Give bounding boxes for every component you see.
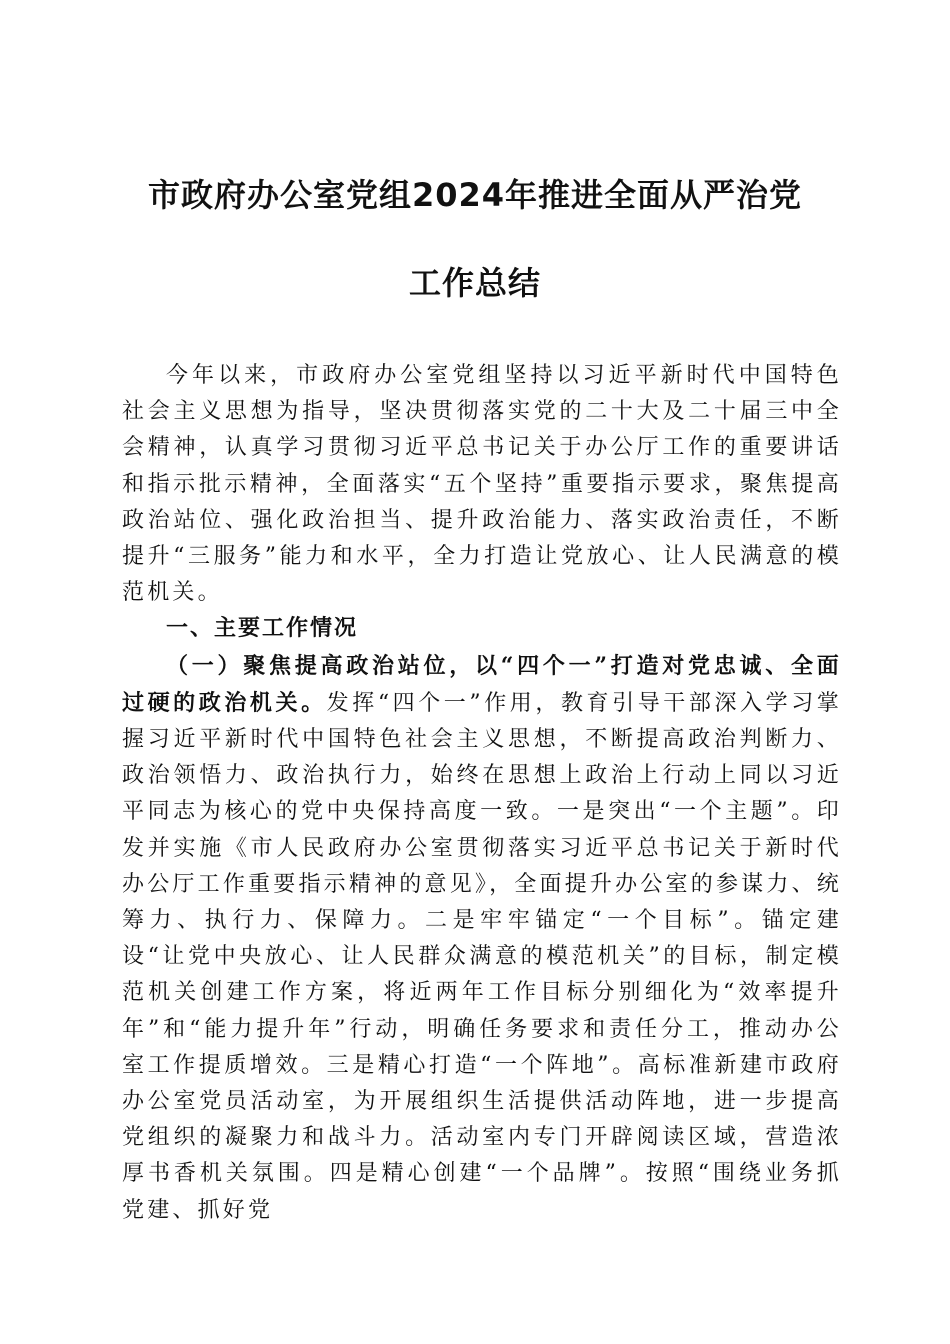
document-body bbox=[122, 358, 842, 1229]
section-heading: 一、主要工作情况 bbox=[166, 616, 359, 642]
document-title-line-2: 工作总结 bbox=[408, 264, 541, 302]
subsection-paragraph bbox=[122, 648, 842, 1229]
subsection-body: 发挥“四个一”作用，教育引导干部深入学习掌握习近平新时代中国特色社会主义思想，不断提高政治判断力、政治领悟力、政治执行力，始终在思想上政治上行动上同以习近平同志为核心的党中央保持高度一致。一是突出“一个主题”。印发并实施《市人民政府办公室贯彻落实习近平总书记关于新时代办公厅工作重要指示精神的意见》，全面提升办公室的参谋力、统筹力、执行力、保障力。二是牢牢锚定“一个目标”。锚定建设“让党中央放心、让人民群众满意的模范机关”的目标，制定模范机关创建工作方案，将近两年工作目标分别细化为“效率提升年”和“能力提升年”行动，明确任务要求和责任分工，推动办公室工作提质增效。三是精心打造“一个阵地”。高标准新建市政府办公室党员活动室，为开展组织生活提供活动阵地，进一步提高党组织的凝聚力和战斗力。活动室内专门开辟阅读区域，营造浓厚书香机关氛围。四是精心创建“一个品牌”。按照“围绕业务抓党建、抓好党 bbox=[122, 690, 842, 1223]
subsection-lead: （一）聚焦提高政治站位，以“四个一”打造对党忠诚、全面过硬的政治机关。 bbox=[122, 652, 842, 716]
document-title-line-1: 市政府办公室党组2024年推进全面从严治党 bbox=[147, 176, 803, 214]
intro-paragraph: 今年以来，市政府办公室党组坚持以习近平新时代中国特色社会主义思想为指导，坚决贯彻落实党的二十大及二十届三中全会精神，认真学习贯彻习近平总书记关于办公厅工作的重要讲话和指示批示精神，全面落实“五个坚持”重要指示要求，聚焦提高政治站位、强化政治担当、提升政治能力、落实政治责任，不断提升“三服务”能力和水平，全力打造让党放心、让人民满意的模范机关。 bbox=[122, 363, 842, 606]
